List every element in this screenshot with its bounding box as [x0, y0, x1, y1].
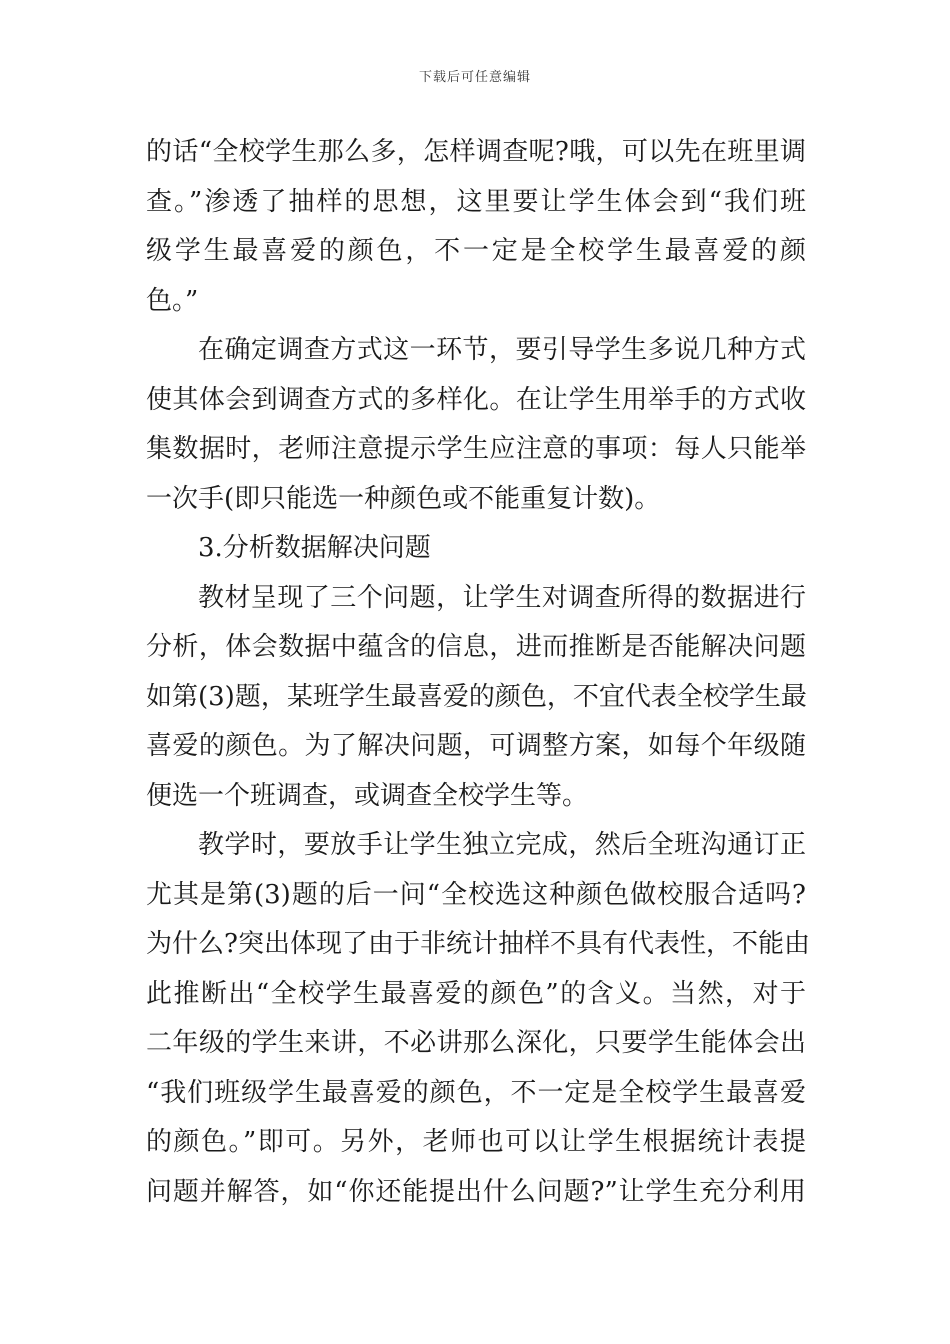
text-line: 尤其是第(3)题的后一问“全校选这种颜色做校服合适吗? [146, 879, 806, 910]
text-line: 色。” [146, 285, 199, 316]
text-line: 查。”渗透了抽样的思想，这里要让学生体会到“我们班 [146, 186, 806, 217]
text-line: 二年级的学生来讲，不必讲那么深化，只要学生能体会出 [146, 1028, 806, 1058]
text-line: 的话“全校学生那么多，怎样调查呢?哦，可以先在班里调 [146, 137, 806, 167]
text-line: 的颜色。”即可。另外，老师也可以让学生根据统计表提 [146, 1127, 806, 1157]
text-line: 为什么?突出体现了由于非统计抽样不具有代表性，不能由 [146, 929, 810, 959]
text-line: 在确定调查方式这一环节，要引导学生多说几种方式 [198, 335, 806, 365]
text-line: 使其体会到调查方式的多样化。在让学生用举手的方式收 [146, 384, 806, 415]
text-line: 喜爱的颜色。为了解决问题，可调整方案，如每个年级随 [146, 731, 806, 761]
text-line: 问题并解答，如“你还能提出什么问题?”让学生充分利用 [146, 1176, 806, 1207]
text-line: “我们班级学生最喜爱的颜色，不一定是全校学生最喜爱 [146, 1077, 806, 1108]
document-body [146, 128, 810, 1217]
text-line: 分析，体会数据中蕴含的信息，进而推断是否能解决问题 [146, 632, 806, 662]
text-line: 便选一个班调查，或调查全校学生等。 [146, 780, 589, 811]
text-line: 此推断出“全校学生最喜爱的颜色”的含义。当然，对于 [146, 978, 806, 1009]
section-heading: 3.分析数据解决问题 [198, 533, 431, 563]
page-header: 下载后可任意编辑 [418, 70, 531, 85]
text-line: 级学生最喜爱的颜色，不一定是全校学生最喜爱的颜 [146, 236, 806, 266]
text-line: 教学时，要放手让学生独立完成，然后全班沟通订正 [198, 830, 806, 860]
text-line: 一次手(即只能选一种颜色或不能重复计数)。 [146, 483, 661, 514]
text-line: 如第(3)题，某班学生最喜爱的颜色，不宜代表全校学生最 [146, 681, 807, 712]
text-line: 教材呈现了三个问题，让学生对调查所得的数据进行 [198, 582, 806, 613]
text-line: 集数据时，老师注意提示学生应注意的事项：每人只能举 [146, 434, 806, 464]
